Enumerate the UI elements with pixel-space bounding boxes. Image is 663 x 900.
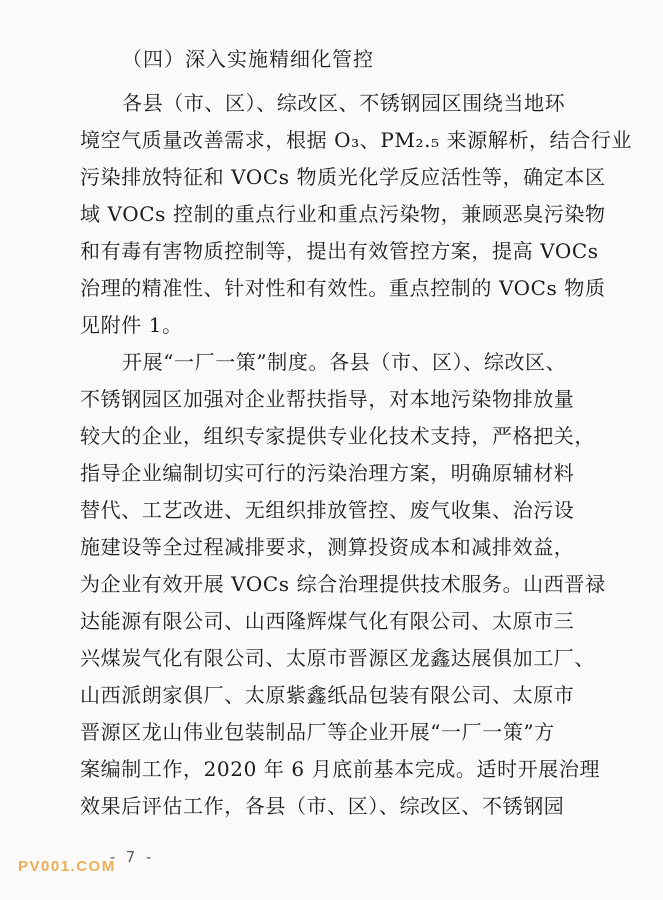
paragraph-line: 境空气质量改善需求，根据 O₃、PM₂.₅ 来源解析，结合行业: [80, 128, 633, 152]
paragraph-line: 和有毒有害物质控制等，提出有效管控方案，提高 VOCs: [80, 239, 599, 263]
paragraph-line: 较大的企业，组织专家提供专业化技术支持，严格把关，: [80, 424, 595, 448]
paragraph-line: 见附件 1。: [80, 313, 183, 337]
paragraph-line: 案编制工作，2020 年 6 月底前基本完成。适时开展治理: [80, 757, 601, 781]
paragraph-line: 晋源区龙山伟业包装制品厂等企业开展“一厂一策”方: [80, 720, 555, 744]
paragraph-line: 替代、工艺改进、无组织排放管控、废气收集、治污设: [80, 498, 575, 522]
paragraph-line: 为企业有效开展 VOCs 综合治理提供技术服务。山西晋禄: [80, 572, 606, 596]
paragraph-line: 域 VOCs 控制的重点行业和重点污染物，兼顾恶臭污染物: [80, 202, 606, 226]
paragraph-line: 施建设等全过程减排要求，测算投资成本和减排效益，: [80, 535, 575, 559]
section-heading: （四）深入实施精细化管控: [122, 47, 374, 71]
paragraph-line: 达能源有限公司、山西隆辉煤气化有限公司、太原市三: [80, 609, 575, 633]
page-number: - 7 -: [108, 848, 154, 866]
paragraph-line: 开展“一厂一策”制度。各县（市、区）、综改区、: [122, 350, 567, 374]
paragraph-line: 指导企业编制切实可行的污染治理方案，明确原辅材料: [80, 461, 575, 485]
paragraph-line: 效果后评估工作，各县（市、区）、综改区、不锈钢园: [80, 794, 565, 818]
paragraph-line: 污染排放特征和 VOCs 物质光化学反应活性等，确定本区: [80, 165, 606, 189]
paragraph-line: 兴煤炭气化有限公司、太原市晋源区龙鑫达展俱加工厂、: [80, 646, 595, 670]
paragraph-line: 各县（市、区）、综改区、不锈钢园区围绕当地环: [122, 91, 566, 115]
paragraph-line: 山西派朗家俱厂、太原紫鑫纸品包装有限公司、太原市: [80, 683, 575, 707]
paragraph-line: 不锈钢园区加强对企业帮扶指导，对本地污染物排放量: [80, 387, 575, 411]
paragraph-line: 治理的精准性、针对性和有效性。重点控制的 VOCs 物质: [80, 276, 606, 300]
watermark-logo: PV001.COM: [18, 858, 116, 875]
